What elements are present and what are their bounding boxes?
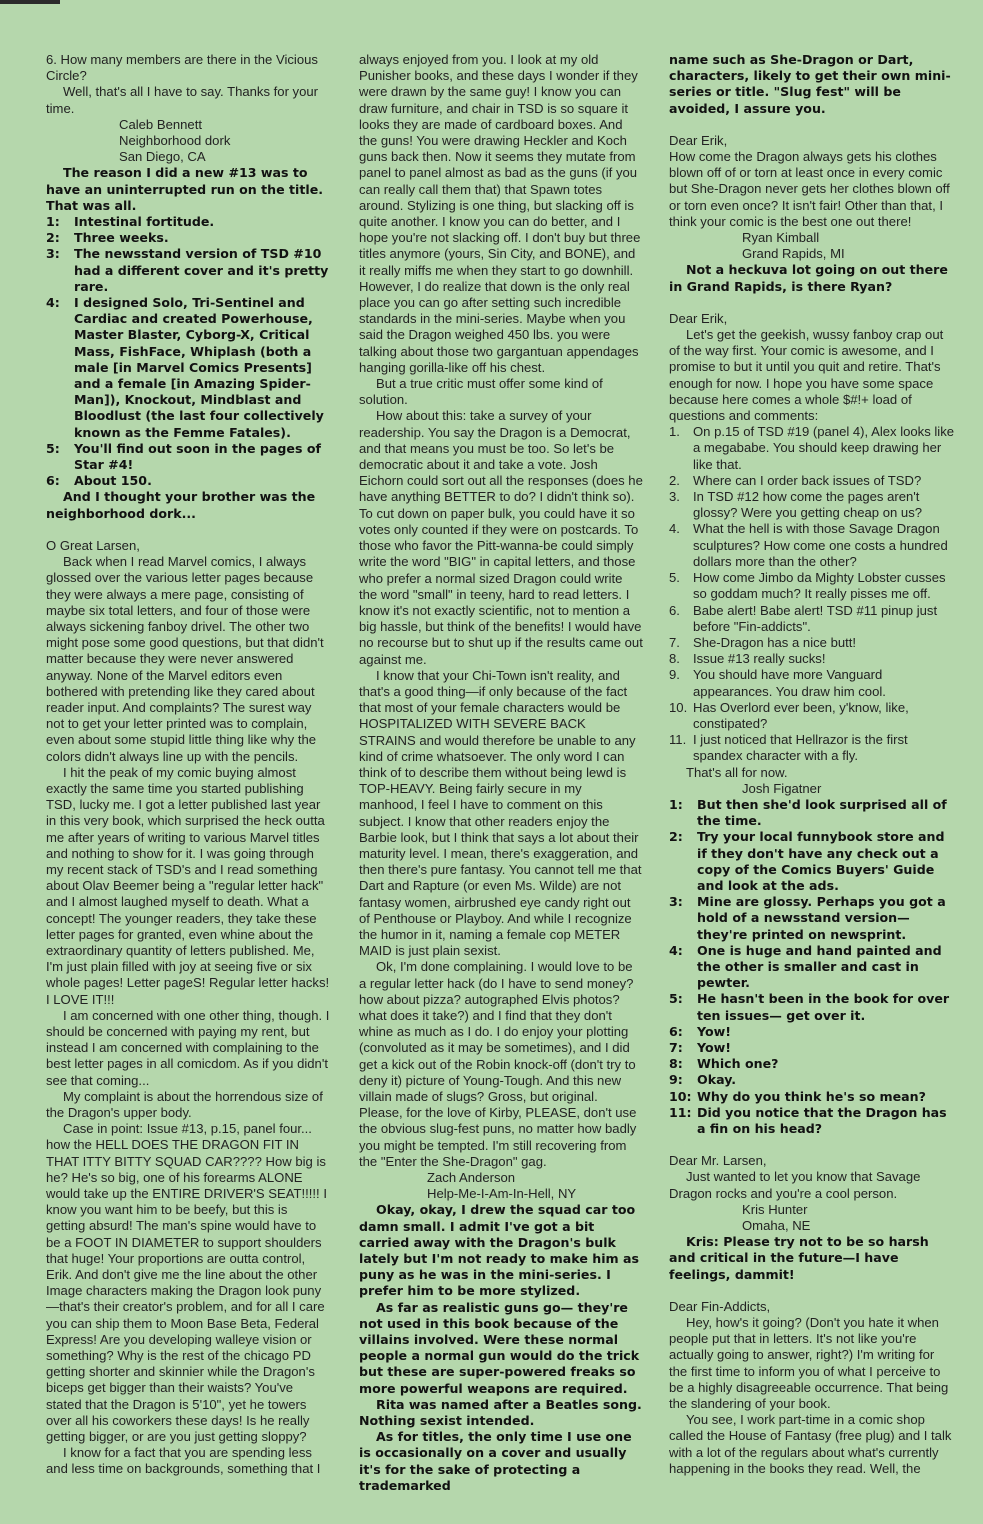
letter-list-item: 4. What the hell is with those Savage Dragon sculptures? How come one costs a hundred dollars more than the other?: [669, 521, 948, 569]
letter-salutation: Dear Erik,: [669, 132, 728, 148]
letter-paragraph: Back when I read Marvel comics, I always glossed over the various letter pages because they were always a mere page, consisting of maybe six total letters, and four of those were always sickening fanboy drivel. The other two might pose some good questions, but that didn't matter because they were never answered anyway. None of the Marvel editors even bothered with pretending like they cared about reader input. And complaints? The surest way not to get your letter printed was to complain, even about some stupid little thing like why the colors didn't always line up with the pencils.: [46, 554, 324, 764]
editor-reply-item: 3: Mine are glossy. Perhaps you got a hold of a newsstand version— they're printed on newsprint.: [669, 894, 946, 942]
letter-paragraph: I know that your Chi-Town isn't reality, and that's a good thing—if only because of the fact that most of your female characters would be HOSPITALIZED WITH SEVERE BACK STRAINS and would therefore be unable to any kind of crime whatsoever. The only word I can think of to describe them without being lewd is TOP-HEAVY. Being fairly secure in my manhood, I feel I have to comment on this subject. I know that other readers enjoy the Barbie look, but I think that says a lot about their maturity level. I mean, there's exaggeration, and then there's pure fantasy. You cannot tell me that Dart and Rapture (or even Ms. Wilde) are not fantasy women, airbrushed eye candy right out of Penthouse or Playboy. And while I recognize the humor in it, naming a female cop METER MAID is just plain sexist.: [359, 667, 642, 959]
signature-title: Neighborhood dork: [119, 133, 231, 149]
editor-reply: Okay, okay, I drew the squad car too damn small. I admit I've got a bit carried away with the Dragon's bulk lately but I'm not ready to make him as puny as he was in the mini-series. I prefer him to be more stylized.: [359, 1202, 640, 1299]
letter-list-item: 5. How come Jimbo da Mighty Lobster cusses so goddam much? It really pisses me off.: [669, 570, 946, 602]
editor-reply-end: And I thought your brother was the neighborhood dork...: [46, 489, 316, 521]
editor-reply-item: 11: Did you notice that the Dragon has a fin on his head?: [669, 1104, 947, 1136]
editor-reply-item: 6: About 150.: [46, 473, 152, 489]
page-edge-mark: [0, 0, 60, 4]
letter-closing: That's all for now.: [686, 764, 788, 780]
editor-reply-item: 5: He hasn't been in the book for over ten issues— get over it.: [669, 991, 950, 1023]
editor-reply-item: 4: I designed Solo, Tri-Sentinel and Cardiac and created Powerhouse, Master Blaster, Cyborg-X, Critical Mass, FishFace, Whiplash (both a male [in Marvel Comics Presents] and a female [in Amazing Spider-Man]), Knockout, Mindblast and Bloodlust (the last four collectively known as the Femme Fatales).: [46, 295, 324, 440]
letter-list-item: 11. I just noticed that Hellrazor is the first spandex character with a fly.: [669, 732, 908, 764]
letter-paragraph: But a true critic must offer some kind of solution.: [359, 376, 603, 408]
letter-paragraph: You see, I work part-time in a comic shop called the House of Fantasy (free plug) and I talk with a lot of the regulars about what's currently happening in the books they read. Well, the: [669, 1412, 952, 1476]
editor-reply: As far as realistic guns go— they're not used in this book because of the villains involved. Were these normal people a normal gun would do the trick but these are super-powered freaks so more powerful weapons are required.: [359, 1299, 640, 1396]
letter-question-6: 6. How many members are there in the Vicious Circle?: [46, 52, 318, 84]
letter-paragraph: always enjoyed from you. I look at my old Punisher books, and these days I wonder if they were drawn by the same guy! I know you can draw furniture, and chair in TSD is so square it looks they are made of cardboard boxes. And the guns! You were drawing Heckler and Koch guns back then. Now it seems they mutate from panel to panel almost as bad as the guns (if you can really call them that) that Spawn totes around. Stylizing is one thing, but slacking off is quite another. I know you can do better, and I hope you're not slacking off. I don't buy but three titles anymore (yours, Sin City, and BONE), and it really miffs me when they start to go downhill. However, I do realize that down is the only real place you can go after setting such incredible standards in the mini-series. Maybe when you said the Dragon weighed 450 lbs. you were talking about those two gargantuan appendages hanging gorilla-like off his chest.: [359, 52, 641, 375]
editor-reply-item: 5: You'll find out soon in the pages of Star #4!: [46, 440, 321, 473]
editor-reply-item: 4: One is huge and hand painted and the other is smaller and cast in pewter.: [669, 942, 942, 991]
letter-paragraph: Ok, I'm done complaining. I would love to be a regular letter hack (do I have to send money? how about pizza? autographed Elvis photos? what does it take?) and I find that they don't whine as much as I do. I do enjoy your plotting (convoluted as it may be sometimes), and I did get a kick out of the Robin knock-off (don't try to deny it) picture of Young-Tough. And this new villain made of slugs? Gross, but original. Please, for the love of Kirby, PLEASE, don't use the obvious slug-fest puns, no matter how badly you might be tempted. I'm still recovering from the "Enter the She-Dragon" gag.: [359, 959, 637, 1169]
editor-reply-item: 7: Yow!: [669, 1039, 731, 1055]
column-right: [669, 52, 955, 1477]
editor-reply-item: 2: Try your local funnybook store and if they don't have any check out a copy of the Comics Buyers' Guide and look at the ads.: [669, 829, 945, 893]
letter-list-item: 2. Where can I order back issues of TSD?: [669, 472, 922, 488]
column-left: [46, 52, 330, 1478]
column-middle: [359, 52, 643, 1494]
editor-reply-item: 6: Yow!: [669, 1023, 731, 1039]
signature-name: Ryan Kimball: [742, 230, 820, 246]
letter-closing: Well, that's all I have to say. Thanks for your time.: [46, 84, 319, 116]
letter-paragraph: I hit the peak of my comic buying almost exactly the same time you started publishing TSD, lucky me. I got a letter published last year in this very book, which surprised the heck outta me after years of writing to various Marvel titles and nothing to show for it. I was going through my recent stack of TSD's and I read something about Olav Beemer being a "regular letter hack" and I almost laughed myself to death. What a concept! The younger readers, they take these letter pages for granted, even whine about the extraordinary quantity of letters published. Me, I'm just plain filled with joy at seeing five or six whole pages! Letter pageS! Regular letter hacks! I LOVE IT!!!: [46, 764, 330, 1007]
editor-reply-item: 2: Three weeks.: [46, 230, 169, 246]
letter-paragraph: How come the Dragon always gets his clothes blown off of or torn at least once in every comic but She-Dragon never gets her clothes blown off or torn even once? It isn't fair! Other than that, I think your comic is the best one out there!: [669, 149, 950, 229]
signature-location: Omaha, NE: [742, 1218, 811, 1234]
letter-salutation: Dear Fin-Addicts,: [669, 1298, 771, 1314]
editor-reply-continued: name such as She-Dragon or Dart, characters, likely to get their own mini-series or title. "Slug fest" will be avoided, I assure you.: [669, 52, 951, 116]
letter-paragraph: My complaint is about the horrendous size of the Dragon's upper body.: [46, 1088, 323, 1120]
letter-salutation: O Great Larsen,: [46, 537, 140, 553]
signature-location: San Diego, CA: [119, 149, 206, 165]
editor-reply: Not a heckuva lot going on out there in Grand Rapids, is there Ryan?: [669, 262, 948, 294]
letter-paragraph: Let's get the geekish, wussy fanboy crap out of the way first. Your comic is awesome, and I promise to but it until you quit and retire. That's enough for now. I hope you have some space because here comes a whole $#!+ load of questions and comments:: [669, 327, 944, 424]
signature-name: Caleb Bennett: [119, 116, 202, 132]
letter-list-item: 3. In TSD #12 how come the pages aren't glossy? Were you getting cheap on us?: [669, 489, 923, 521]
letter-paragraph: Just wanted to let you know that Savage Dragon rocks and you're a cool person.: [669, 1169, 921, 1201]
letter-list-item: 7. She-Dragon has a nice butt!: [669, 634, 857, 650]
letter-list-item: 10. Has Overlord ever been, y'know, like, constipated?: [669, 699, 909, 731]
editor-reply: As for titles, the only time I use one is occasionally on a cover and usually it's for the sake of protecting a trademarked: [359, 1429, 632, 1493]
signature-location: Grand Rapids, MI: [742, 246, 845, 262]
signature-location: Help-Me-I-Am-In-Hell, NY: [427, 1186, 577, 1202]
editor-reply-item: 1: But then she'd look surprised all of the time.: [669, 796, 947, 829]
signature-name: Josh Figatner: [742, 780, 822, 796]
letter-paragraph: I know for a fact that you are spending less and less time on backgrounds, something that I: [46, 1445, 321, 1477]
editor-reply-item: 10: Why do you think he's so mean?: [669, 1088, 926, 1104]
signature-name: Kris Hunter: [742, 1201, 808, 1217]
letter-list-item: 8. Issue #13 really sucks!: [669, 651, 826, 667]
editor-reply-item: 9: Okay.: [669, 1072, 737, 1088]
letter-list-item: 6. Babe alert! Babe alert! TSD #11 pinup just before "Fin-addicts".: [669, 602, 938, 634]
editor-reply-item: 3: The newsstand version of TSD #10 had a different cover and it's pretty rare.: [46, 246, 329, 294]
letter-salutation: Dear Erik,: [669, 310, 728, 326]
letter-paragraph: How about this: take a survey of your readership. You say the Dragon is a Democrat, and that means you must be too. So let's be democratic about it and take a vote. Josh Eichorn could sort out all the responses (does he have anything BETTER to do? I didn't think so). To cut down on paper bulk, you could have it so votes only counted if they were on postcards. To those who favor the Pitt-wanna-be could simply write the word "BIG" in capital letters, and those who prefer a normal sized Dragon could write the word "small" in teeny, hard to read letters. I know it's not exactly scientific, not to mention a big hassle, but think of the benefits! I would have no recourse but to shut up if the results came out against me.: [359, 408, 643, 667]
letter-salutation: Dear Mr. Larsen,: [669, 1153, 767, 1169]
editor-reply: Kris: Please try not to be so harsh and critical in the future—I have feelings, dammit!: [669, 1234, 929, 1282]
letter-paragraph: Case in point: Issue #13, p.15, panel four... how the HELL DOES THE DRAGON FIT IN THAT ITTY BITTY SQUAD CAR???? How big is he? He's so big, one of his forearms ALONE would take up the ENTIRE DRIVER'S SEAT!!!!! I know you want him to be beefy, but this is getting absurd! The man's spine would have to be a FOOT IN DIAMETER to support shoulders that huge! Your proportions are outta control, Erik. And don't give me the line about the other Image characters making the Dragon look puny—that's their creator's problem, and for all I care you can ship them to Moon Base Beta, Federal Express! Are you developing walleye vision or something? Why is the rest of the chicago PD getting shorter and skinnier while the Dragon's biceps get bigger than their waists? You've stated that the Dragon is 5'10", yet he towers over all his coworkers these days! Is he really getting bigger, or are you just getting sloppy?: [46, 1121, 327, 1445]
letter-list-item: 1. On p.15 of TSD #19 (panel 4), Alex looks like a megababe. You should keep drawing her like that.: [669, 424, 955, 472]
editor-reply-item: 1: Intestinal fortitude.: [46, 214, 215, 230]
editor-reply: Rita was named after a Beatles song. Nothing sexist intended.: [359, 1396, 642, 1429]
letter-paragraph: I am concerned with one other thing, though. I should be concerned with paying my rent, but instead I am concerned with complaining to the best letter pages in all comicdom. As if you didn't see that coming...: [46, 1007, 330, 1088]
editor-reply-intro: The reason I did a new #13 was to have an uninterrupted run on the title. That was all.: [46, 165, 324, 213]
editor-reply-item: 8: Which one?: [669, 1056, 779, 1072]
letter-paragraph: Hey, how's it going? (Don't you hate it when people put that in letters. It's not like you're actually going to answer, right?) I'm writing for the first time to inform you of what I perceive to be a highly disagreeable occurrence. That being the slandering of your book.: [669, 1315, 949, 1412]
letter-list-item: 9. You should have more Vanguard appearances. You draw him cool.: [669, 667, 886, 699]
signature-name: Zach Anderson: [427, 1170, 516, 1186]
